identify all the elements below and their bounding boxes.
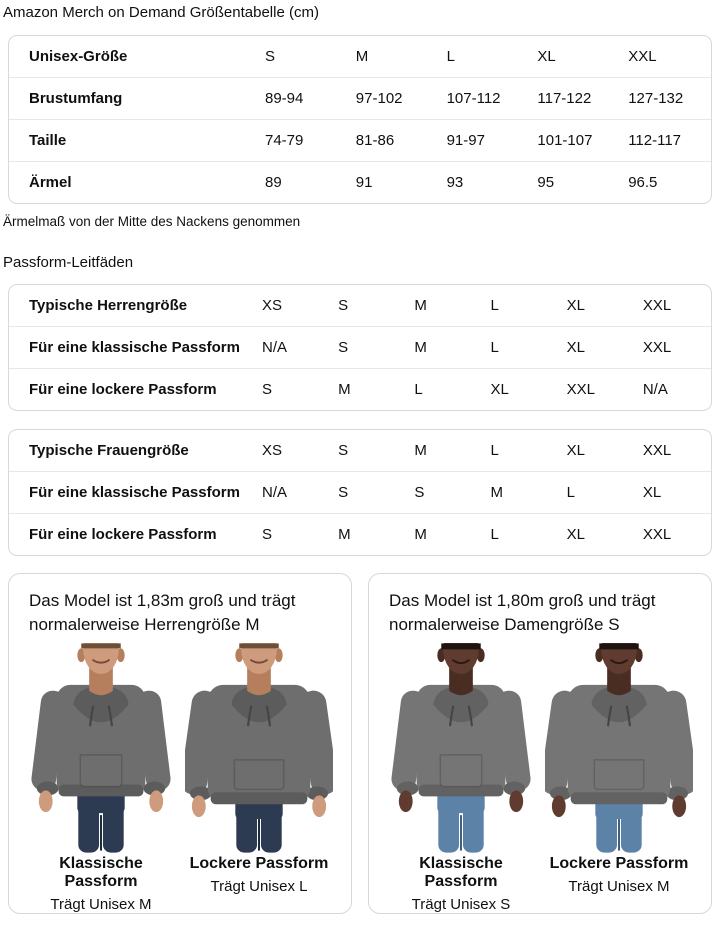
figure-fit-label: Klassische Passform <box>419 854 503 890</box>
size-value: 127-132 <box>628 90 684 107</box>
size-value: 97-102 <box>355 90 403 107</box>
size-value: M <box>338 526 351 543</box>
size-value: M <box>338 381 351 398</box>
fit-table-women <box>8 429 712 556</box>
row-label: Für eine lockere Passform <box>29 526 217 543</box>
table-header-row <box>9 36 711 77</box>
size-value: 91-97 <box>446 132 485 149</box>
size-value: M <box>414 526 427 543</box>
size-value: XXL <box>642 442 672 459</box>
row-label: Taille <box>29 132 67 149</box>
size-value: M <box>414 339 427 356</box>
size-value: 89 <box>265 174 282 191</box>
figure-pair <box>25 641 335 913</box>
size-value: 74-79 <box>265 132 304 149</box>
size-value: N/A <box>642 381 668 398</box>
table-row <box>9 471 711 513</box>
table-row <box>9 161 711 203</box>
table-row <box>9 430 711 471</box>
figure-loose-fit <box>543 641 695 913</box>
size-value: L <box>414 381 423 398</box>
size-column-header: M <box>355 48 369 65</box>
size-value: L <box>566 484 575 501</box>
figure-fit-label: Klassische Passform <box>59 854 143 890</box>
size-value: XS <box>262 442 283 459</box>
model-description: Das Model ist 1,83m groß und trägt normalerweise Herrengröße M <box>29 591 296 634</box>
figure-classic-fit <box>25 641 177 913</box>
row-label: Typische Frauengröße <box>29 442 189 459</box>
size-value: N/A <box>262 484 288 501</box>
figure-size-label: Trägt Unisex M <box>50 895 152 913</box>
model-card-women <box>368 573 712 914</box>
hoodie-model-classic-female-illustration <box>387 643 535 853</box>
size-value: XS <box>262 297 283 314</box>
table-row <box>9 326 711 368</box>
size-value: 91 <box>355 174 373 191</box>
size-column-header: XXL <box>628 48 657 65</box>
size-value: 96.5 <box>628 174 658 191</box>
figure-fit-label: Lockere Passform <box>189 854 329 872</box>
size-value: L <box>490 526 499 543</box>
sleeve-measure-note: Ärmelmaß von der Mitte des Nackens genommen <box>3 214 301 229</box>
size-value: 101-107 <box>537 132 593 149</box>
size-value: M <box>490 484 503 501</box>
size-value: 117-122 <box>537 90 592 107</box>
figure-size-label: Trägt Unisex M <box>568 877 670 895</box>
size-value: 95 <box>537 174 555 191</box>
unisex-size-table <box>8 35 712 204</box>
size-value: XXL <box>642 339 672 356</box>
figure-size-label: Trägt Unisex S <box>411 895 511 913</box>
row-label: Typische Herrengröße <box>29 297 188 314</box>
size-value: XL <box>642 484 662 501</box>
size-value: XXL <box>642 526 672 543</box>
figure-pair <box>385 641 695 913</box>
size-column-header: XL <box>537 48 556 65</box>
size-value: S <box>338 484 349 501</box>
size-value: XXL <box>642 297 672 314</box>
size-value: 81-86 <box>355 132 395 149</box>
figure-fit-label: Lockere Passform <box>549 854 689 872</box>
size-value: N/A <box>262 339 288 356</box>
size-column-header: S <box>265 48 276 65</box>
table-row <box>9 77 711 119</box>
size-value: 93 <box>446 174 464 191</box>
size-value: L <box>490 339 499 356</box>
row-label: Für eine klassische Passform <box>29 484 240 501</box>
hoodie-model-loose-female-illustration <box>545 643 693 853</box>
row-label: Brustumfang <box>29 90 123 107</box>
size-value: XL <box>566 339 586 356</box>
size-value: 112-117 <box>628 132 682 149</box>
size-value: XL <box>490 381 509 398</box>
size-value: S <box>262 381 273 398</box>
row-label: Ärmel <box>29 174 72 191</box>
hoodie-model-loose-male-illustration <box>185 643 333 853</box>
size-column-header: L <box>446 48 455 65</box>
size-value: XL <box>566 297 586 314</box>
size-value: S <box>414 484 425 501</box>
table-row <box>9 513 711 555</box>
figure-size-label: Trägt Unisex L <box>210 877 308 895</box>
model-description: Das Model ist 1,80m groß und trägt normalerweise Damengröße S <box>389 591 656 634</box>
table-row <box>9 368 711 410</box>
model-cards <box>8 573 712 914</box>
size-value: L <box>490 442 499 459</box>
figure-classic-fit <box>385 641 537 913</box>
fit-table-men <box>8 284 712 411</box>
page-title: Amazon Merch on Demand Größentabelle (cm) <box>3 4 319 21</box>
table-row <box>9 119 711 161</box>
size-value: M <box>414 442 427 459</box>
size-value: S <box>338 297 349 314</box>
size-value: 89-94 <box>265 90 304 107</box>
size-value: 107-112 <box>446 90 501 107</box>
row-label: Für eine lockere Passform <box>29 381 217 398</box>
size-value: M <box>414 297 427 314</box>
size-value: S <box>262 526 273 543</box>
size-value: L <box>490 297 499 314</box>
row-label: Unisex-Größe <box>29 48 128 65</box>
figure-loose-fit <box>183 641 335 913</box>
size-value: XL <box>566 442 586 459</box>
fit-guides-heading: Passform-Leitfäden <box>3 254 134 271</box>
hoodie-model-classic-male-illustration <box>27 643 175 853</box>
table-row <box>9 285 711 326</box>
size-value: S <box>338 442 349 459</box>
model-card-men <box>8 573 352 914</box>
size-value: XL <box>566 526 586 543</box>
row-label: Für eine klassische Passform <box>29 339 240 356</box>
size-value: S <box>338 339 349 356</box>
size-value: XXL <box>566 381 596 398</box>
